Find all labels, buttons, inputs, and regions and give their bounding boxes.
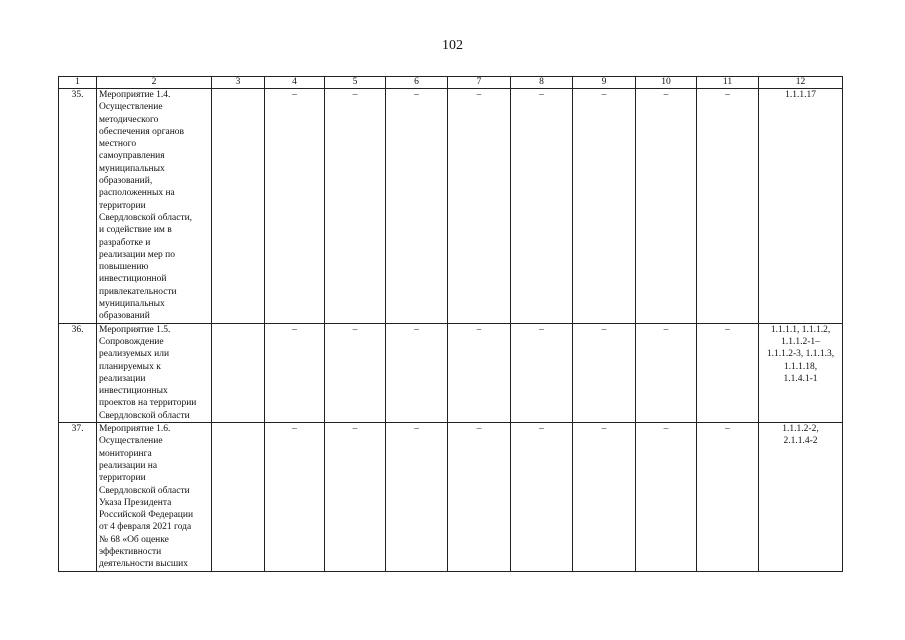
- row-number-cell: 35.: [59, 89, 97, 324]
- target-code-line: 1.1.1.18,: [783, 361, 818, 372]
- header-cell: 9: [573, 77, 636, 89]
- header-cell: 11: [697, 77, 759, 89]
- cell-text-line: Мероприятие 1.5.: [99, 324, 171, 335]
- cell-text-line: Осуществление: [99, 102, 163, 113]
- dash-cell: –: [573, 423, 636, 572]
- cell-text-line: разработке и: [99, 237, 151, 248]
- cell-text-line: Свердловской области: [99, 410, 190, 421]
- dash-cell: –: [265, 323, 325, 422]
- dash-cell: –: [511, 89, 573, 324]
- header-cell: 4: [265, 77, 325, 89]
- table-row: [59, 89, 843, 324]
- cell-text-line: привлекательности: [99, 286, 177, 297]
- header-cell: 8: [511, 77, 573, 89]
- cell-text-line: и содействие им в: [99, 225, 172, 236]
- cell-text-line: Мероприятие 1.4.: [99, 90, 171, 100]
- cell-text-line: обеспечения органов: [99, 126, 185, 137]
- dash-cell: –: [511, 423, 573, 572]
- header-cell: 1: [59, 77, 97, 89]
- cell-text-line: эффективности: [99, 546, 162, 557]
- dash-cell: –: [265, 89, 325, 324]
- cell-text-line: Сопровождение: [99, 336, 164, 347]
- target-code-line: 1.1.1.2-3, 1.1.1.3,: [766, 349, 835, 360]
- target-code-line: 1.1.1.17: [785, 90, 816, 100]
- cell-text-line: местного: [99, 139, 137, 150]
- dash-cell: –: [386, 89, 448, 324]
- target-code-line: 1.1.1.2-2,: [782, 424, 819, 435]
- target-codes-cell: [759, 423, 843, 572]
- page-number: 102: [442, 38, 463, 53]
- cell-text-line: территории: [99, 200, 146, 211]
- cell-text-line: деятельности высших: [99, 559, 188, 570]
- cell-text-line: инвестиционных: [99, 386, 168, 397]
- target-codes-cell: [759, 89, 843, 324]
- header-cell: 6: [386, 77, 448, 89]
- table-row: [59, 423, 843, 572]
- cell-text-line: муниципальных: [99, 163, 165, 174]
- cell-text-line: территории: [99, 473, 146, 484]
- cell-text-line: инвестиционной: [99, 274, 167, 285]
- dash-cell: –: [511, 323, 573, 422]
- dash-cell: –: [325, 89, 386, 324]
- cell-text-line: Указа Президента: [99, 497, 172, 508]
- description-cell: [97, 423, 212, 572]
- dash-cell: –: [636, 423, 697, 572]
- target-code-line: 1.1.1.2-1–: [781, 336, 820, 347]
- empty-cell: [212, 423, 265, 572]
- target-codes-cell: [759, 323, 843, 422]
- cell-text-line: реализации: [99, 373, 146, 384]
- cell-text-line: муниципальных: [99, 299, 165, 310]
- description-cell: [97, 323, 212, 422]
- dash-cell: –: [325, 423, 386, 572]
- header-cell: 2: [97, 77, 212, 89]
- cell-text-line: образований,: [99, 176, 153, 187]
- cell-text-line: № 68 «Об оценке: [99, 534, 169, 545]
- dash-cell: –: [573, 323, 636, 422]
- dash-cell: –: [325, 323, 386, 422]
- cell-text-line: методического: [99, 114, 159, 125]
- dash-cell: –: [636, 323, 697, 422]
- header-cell: 7: [448, 77, 511, 89]
- cell-text-line: от 4 февраля 2021 года: [99, 522, 192, 533]
- cell-text-line: реализации мер по: [99, 249, 175, 260]
- cell-text-line: реализации на: [99, 460, 158, 471]
- dash-cell: –: [697, 423, 759, 572]
- cell-text-line: мониторинга: [99, 448, 152, 459]
- header-row: [59, 77, 843, 89]
- cell-text-line: повышению: [99, 262, 149, 273]
- description-cell: [97, 89, 212, 324]
- header-cell: 5: [325, 77, 386, 89]
- dash-cell: –: [636, 89, 697, 324]
- target-code-line: 1.1.4.1-1: [783, 373, 818, 384]
- header-cell: 12: [759, 77, 843, 89]
- row-number-cell: 36.: [59, 323, 97, 422]
- dash-cell: –: [265, 423, 325, 572]
- dash-cell: –: [386, 323, 448, 422]
- table-row: [59, 323, 843, 422]
- data-table: [58, 76, 843, 572]
- row-number-cell: 37.: [59, 423, 97, 572]
- cell-text-line: Свердловской области: [99, 485, 190, 496]
- target-code-line: 2.1.1.4-2: [783, 436, 818, 447]
- empty-cell: [212, 323, 265, 422]
- dash-cell: –: [448, 89, 511, 324]
- dash-cell: –: [573, 89, 636, 324]
- cell-text-line: реализуемых или: [99, 349, 170, 360]
- cell-text-line: расположенных на: [99, 188, 175, 199]
- cell-text-line: образований: [99, 311, 150, 322]
- cell-text-line: Осуществление: [99, 436, 163, 447]
- cell-text-line: планируемых к: [99, 361, 161, 372]
- dash-cell: –: [448, 323, 511, 422]
- cell-text-line: Российской Федерации: [99, 510, 194, 521]
- dash-cell: –: [697, 323, 759, 422]
- empty-cell: [212, 89, 265, 324]
- target-code-line: 1.1.1.1, 1.1.1.2,: [770, 324, 831, 335]
- dash-cell: –: [448, 423, 511, 572]
- dash-cell: –: [386, 423, 448, 572]
- dash-cell: –: [697, 89, 759, 324]
- header-cell: 10: [636, 77, 697, 89]
- cell-text-line: проектов на территории: [99, 398, 197, 409]
- cell-text-line: Свердловской области,: [99, 212, 193, 223]
- cell-text-line: самоуправления: [99, 151, 165, 162]
- header-cell: 3: [212, 77, 265, 89]
- cell-text-line: Мероприятие 1.6.: [99, 424, 171, 435]
